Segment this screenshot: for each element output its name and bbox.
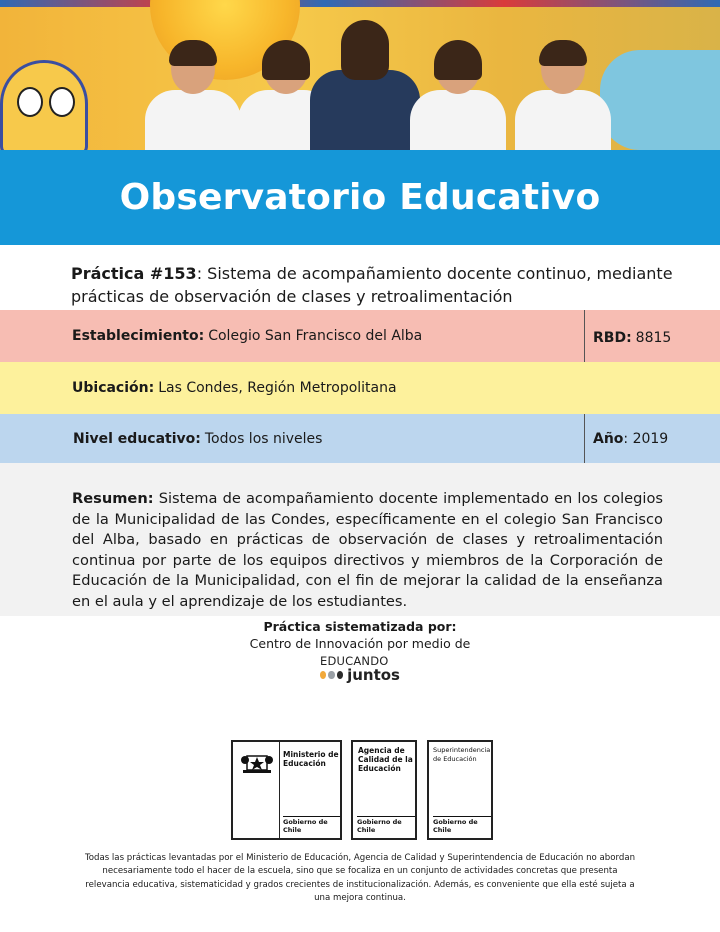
bee-eye — [49, 87, 75, 117]
agencia-logo — [351, 740, 417, 840]
credits — [0, 618, 720, 652]
ministerio-footer: Gobierno de Chile — [283, 816, 340, 834]
establishment-value: Colegio San Francisco del Alba — [208, 328, 423, 344]
rbd-label: RBD: — [593, 330, 632, 346]
year-label: Año — [593, 431, 624, 447]
credits-subtitle: Centro de Innovación por medio de — [249, 636, 471, 651]
rbd-value: 8815 — [635, 330, 672, 346]
year-value: : 2019 — [623, 431, 669, 447]
student-photo — [515, 44, 611, 150]
summary-text: Sistema de acompañamiento docente implementado en los colegios de la Municipalidad de las Condes, específicamente en el colegio San Francisco del Alba, basado en prácticas de observación de clases y retroalimentación continua por parte de los equipos directivos y miembros de la Corporación de Educación de la Municipalidad, con el fin de mejorar la calidad de la enseñanza en el aula y el aprendizaje de los estudiantes. — [72, 490, 663, 610]
student-photo — [410, 44, 506, 150]
location-row — [0, 362, 720, 414]
disclaimer-text: Todas las prácticas levantadas por el Ministerio de Educación, Agencia de Calidad y Superintendencia de Educación no abordan necesariamente todo el hacer de la escuela, sino que se focaliza en un conjunto de actividades concretas que presenta relevancia educativa, sistematicidad y grados crecientes de institucionalización. Además, es conveniente que ella esté sujeta a una mejora continua. — [84, 853, 636, 903]
superintendencia-name: Superintendencia de Educación — [433, 746, 491, 763]
practice-heading — [71, 262, 711, 308]
superintendencia-footer: Gobierno de Chile — [433, 816, 491, 834]
credits-title: Práctica sistematizada por: — [263, 619, 457, 634]
superintendencia-logo — [427, 740, 493, 840]
logo-dot-icon — [320, 671, 326, 679]
logo-bottom-text: juntos — [347, 666, 400, 684]
mural-cloud — [600, 50, 720, 150]
level-label: Nivel educativo: — [73, 430, 201, 447]
summary-paragraph — [72, 489, 663, 612]
hero-photo — [0, 0, 720, 150]
establishment-label: Establecimiento: — [72, 328, 205, 344]
practice-label: Práctica #153 — [71, 264, 197, 283]
mural-stripe — [0, 0, 720, 7]
agencia-footer: Gobierno de Chile — [357, 816, 415, 834]
logo-divider — [279, 742, 280, 838]
practice-text: : Sistema de acompañamiento docente continuo, mediante prácticas de observación de clases y retroalimentación — [71, 264, 673, 306]
teacher-photo — [310, 24, 420, 150]
location-label: Ubicación: — [72, 380, 155, 396]
student-photo — [145, 44, 241, 150]
ministerio-name: Ministerio de Educación — [283, 750, 339, 768]
ministerio-logo — [231, 740, 342, 840]
level-value: Todos los niveles — [204, 430, 323, 447]
logo-top-text: EDUCANDO — [320, 654, 389, 668]
educando-juntos-logo — [320, 654, 400, 684]
page-title: Observatorio Educativo — [119, 177, 601, 218]
establishment-row — [0, 310, 720, 362]
summary-label: Resumen: — [72, 490, 154, 507]
title-band — [0, 150, 720, 245]
logo-dot-icon — [328, 671, 334, 679]
chile-crest-icon — [239, 748, 275, 776]
logo-dot-icon — [337, 671, 343, 679]
location-value: Las Condes, Región Metropolitana — [158, 380, 397, 396]
bee-eye — [17, 87, 43, 117]
mural-bee — [0, 60, 88, 150]
level-row — [0, 414, 720, 463]
agencia-name: Agencia de Calidad de la Educación — [358, 746, 413, 773]
